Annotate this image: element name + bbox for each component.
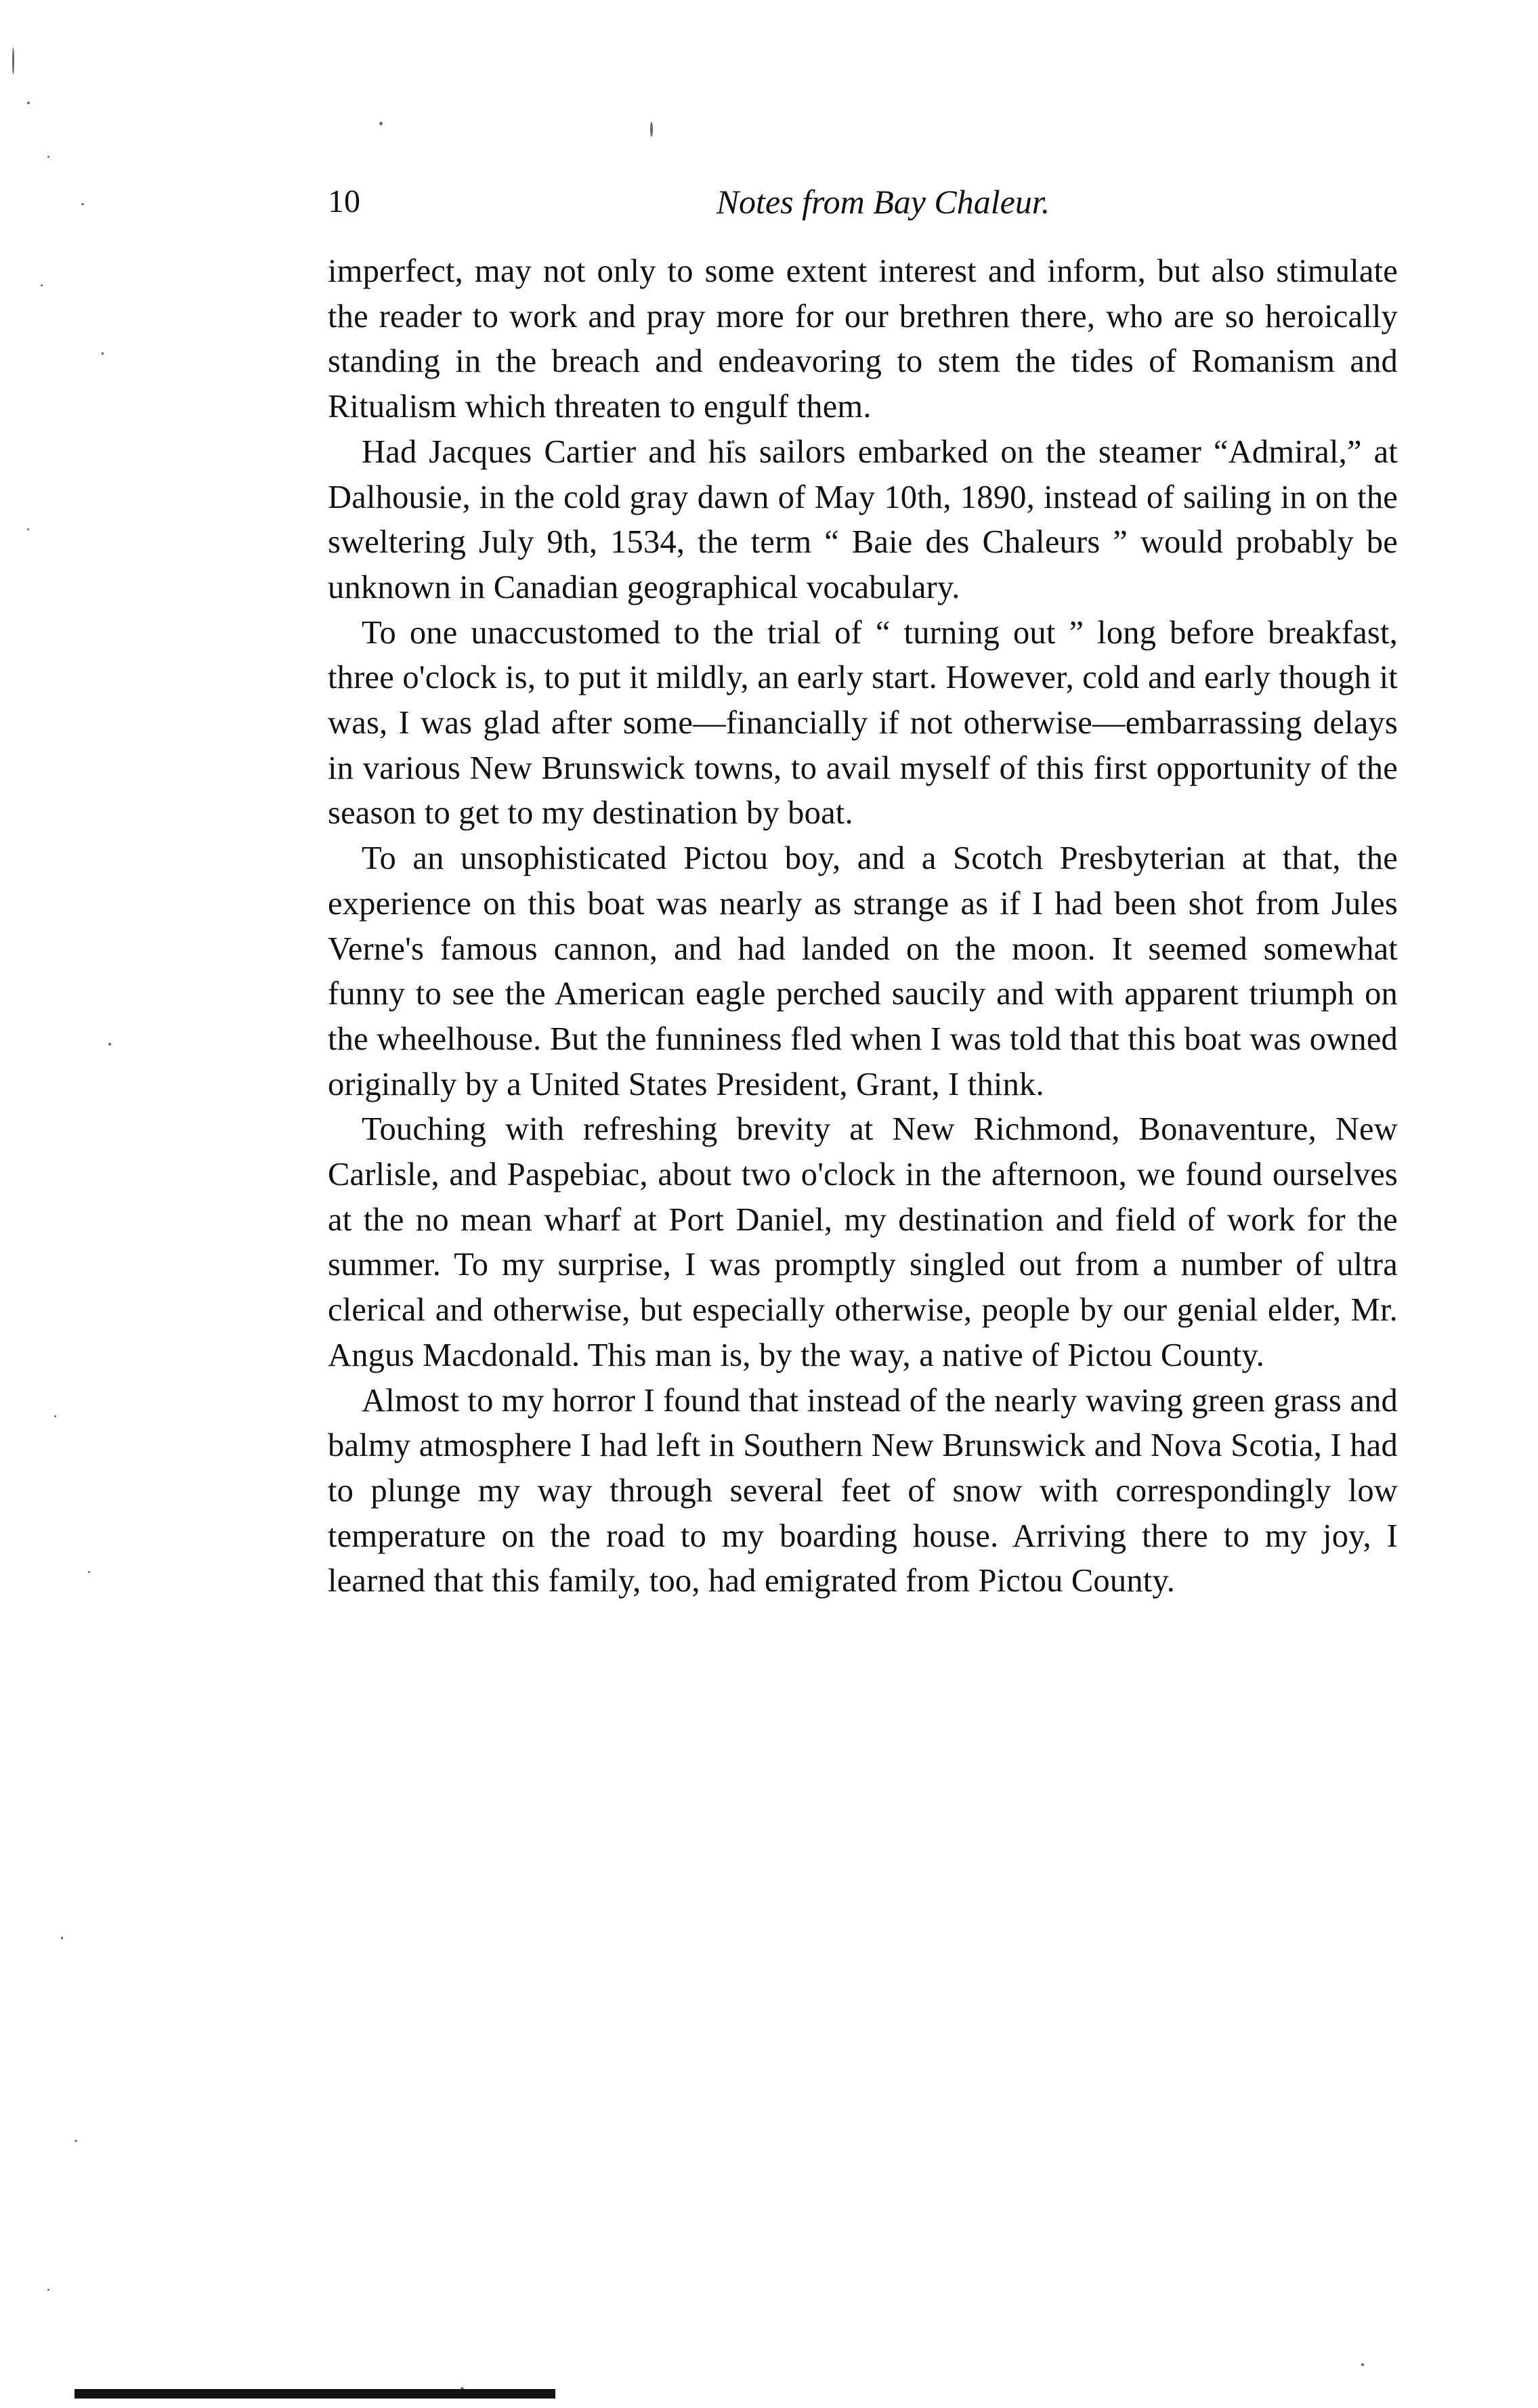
body-text — [328, 249, 1398, 1604]
scan-speck — [47, 2289, 49, 2291]
scan-speck — [102, 352, 104, 355]
paragraph: imperfect, may not only to some extent interest and inform, but also stimulate the reader to work and pray more for our brethren there, who are so heroically standing in the breach and endeavoring to stem the tides of Romanism and Ritualism which threaten to engulf them. — [328, 253, 1398, 425]
paragraph: Almost to my horror I found that instead of the nearly waving green grass and balmy atmosphere I had left in Southern New Brunswick and Nova Scotia, I had to plunge my way through several feet of snow with correspondingly low temperature on the road to my boarding house. Arriving there to my joy, I learned that this family, too, had emigrated from Pictou County. — [328, 1382, 1398, 1599]
scan-speck — [81, 203, 84, 205]
paragraph: To an unsophisticated Pictou boy, and a Scotch Presbyterian at that, the experience on this boat was nearly as strange as if I had been shot from Jules Verne's famous cannon, and had landed on the moon. It seemed somewhat funny to see the American eagle perched saucily and with apparent triumph on the wheelhouse. But the funniness fled when I was told that this boat was owned originally by a United States President, Grant, I think. — [328, 840, 1398, 1102]
scan-speck — [61, 1937, 63, 1939]
scan-speck — [12, 47, 14, 74]
scan-speck — [108, 1043, 111, 1046]
scan-speck — [379, 122, 383, 125]
scan-speck — [88, 1571, 90, 1573]
running-head — [328, 175, 1398, 229]
left-margin-noise — [0, 0, 163, 2408]
scan-speck — [27, 528, 29, 530]
scan-speck — [74, 2140, 77, 2142]
scan-speck — [1361, 2363, 1364, 2366]
scan-speck — [27, 102, 30, 104]
scan-edge-bar — [74, 2389, 555, 2399]
paragraph: Touching with refreshing brevity at New Richmond, Bonaventure, New Carlisle, and Paspebiac, about two o'clock in the afternoon, we found ourselves at the no mean wharf at Port Daniel, my destination and field of work for the summer. To my surprise, I was promptly singled out from a number of ultra clerical and otherwise, but especially otherwise, people by our genial elder, Mr. Angus Macdonald. This man is, by the way, a native of Pictou County. — [328, 1111, 1398, 1373]
page-number: 10 — [328, 184, 360, 219]
scan-speck — [650, 122, 653, 137]
running-title: Notes from Bay Chaleur. — [716, 183, 1050, 221]
scan-speck — [54, 1415, 56, 1417]
scan-speck — [47, 156, 49, 158]
scan-speck — [41, 284, 43, 286]
paragraph: Had Jacques Cartier and his sailors embarked on the steamer “Admiral,” at Dalhousie, in the cold gray dawn of May 10th, 1890, instead of sailing in on the sweltering July 9th, 1534, the term “ Baie des Chaleurs ” would probably be unknown in Canadian geographical vocabulary. — [328, 433, 1398, 605]
paragraph: To one unaccustomed to the trial of “ turning out ” long before breakfast, three o'clock is, to put it mildly, an early start. However, cold and early though it was, I was glad after some—financially if not otherwise—embarrassing delays in various New Brunswick towns, to avail myself of this first opportunity of the season to get to my destination by boat. — [328, 614, 1398, 832]
